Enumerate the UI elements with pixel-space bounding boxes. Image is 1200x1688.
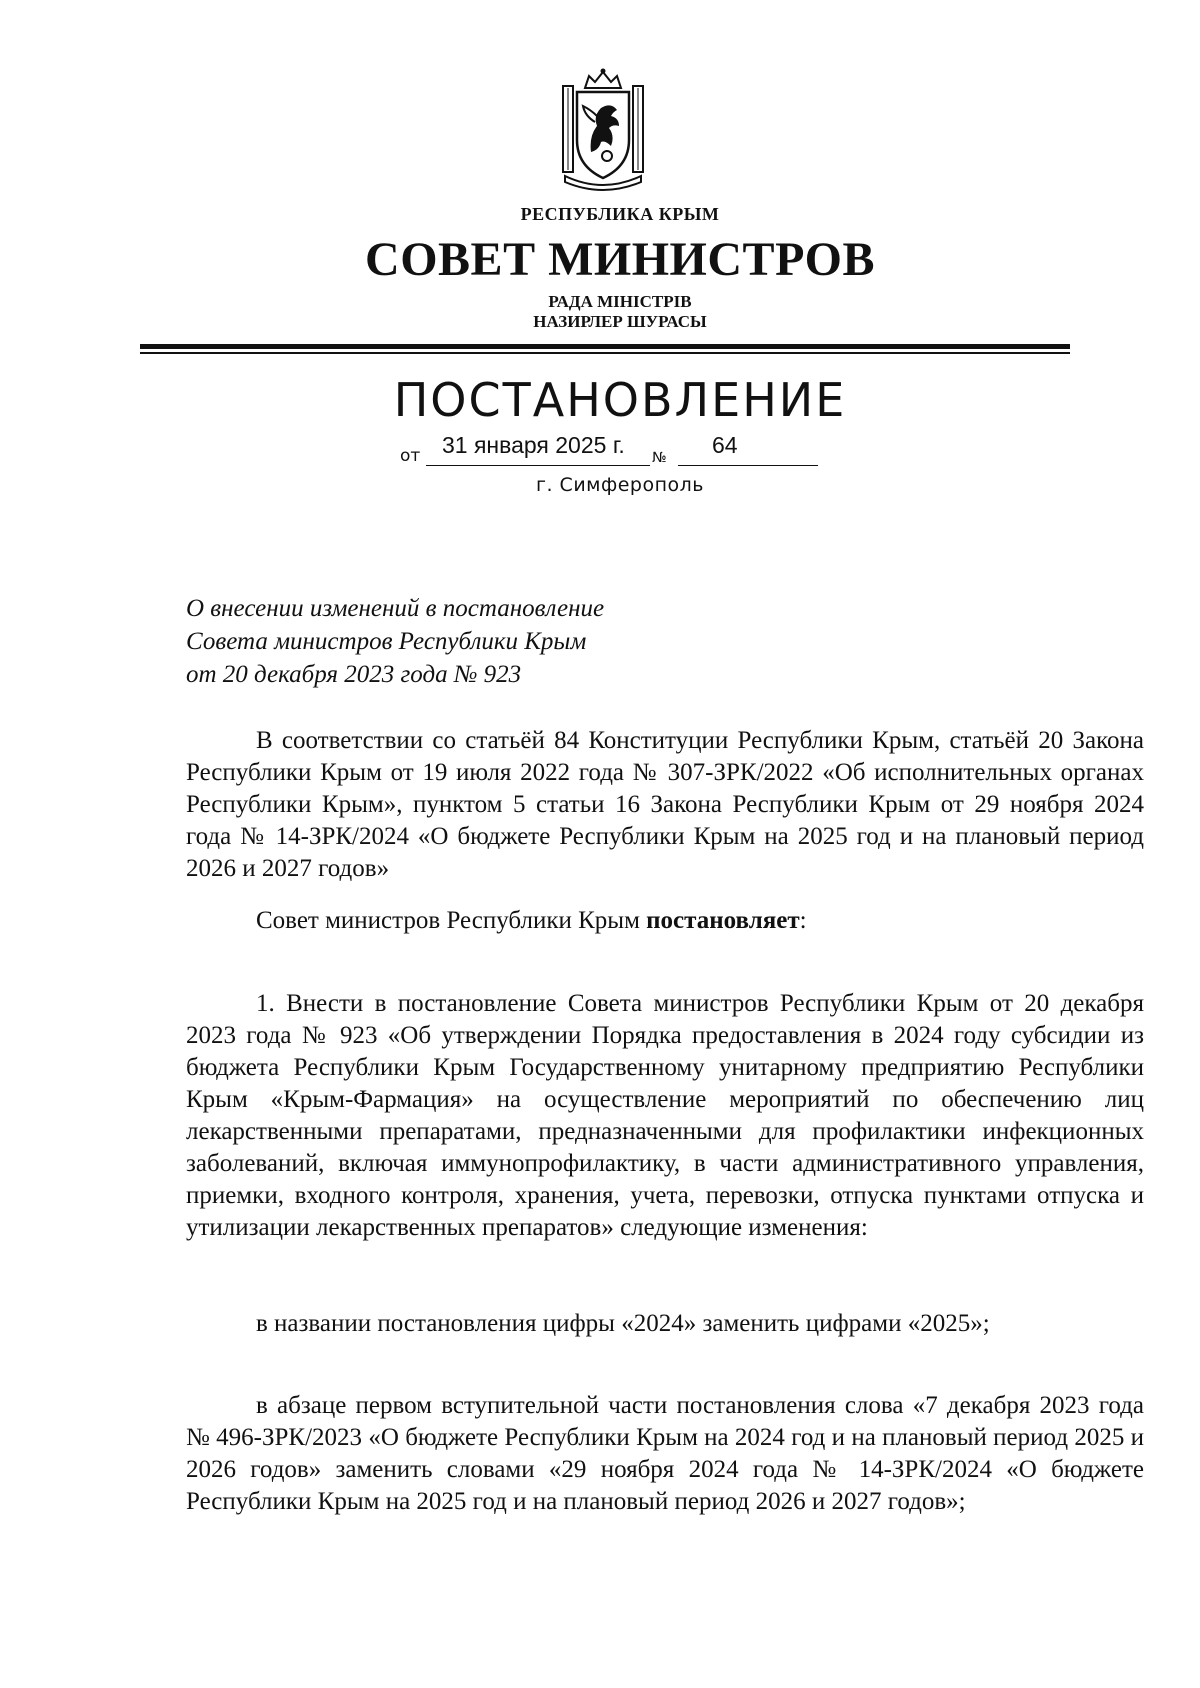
council-title-crimean-tatar: НАЗИРЛЕР ШУРАСЫ [533,312,707,331]
subject-line: Совета министров Республики Крым [186,628,587,655]
document-subject [186,592,786,691]
subject-line: О внесении изменений в постановление [186,595,605,622]
date-underline [426,465,650,466]
header-divider-thick [140,344,1070,349]
resolution-number: 64 [712,432,738,458]
subject-line: от 20 декабря 2023 года № 923 [186,661,522,688]
resolution-date: 31 января 2025 г. [442,432,625,458]
number-sign: № [652,450,667,466]
crimea-coat-of-arms-icon [555,66,651,194]
number-underline [678,465,818,466]
change-title-paragraph: в названии постановления цифры «2024» заменить цифрами «2025»; [256,1310,990,1337]
document-type-title: ПОСТАНОВЛЕНИЕ [393,373,847,427]
council-title: СОВЕТ МИНИСТРОВ [365,233,875,286]
preamble-paragraph: В соответствии со статьёй 84 Конституции Республики Крым, статьёй 20 Закона Республики Крым от 19 июля 2022 года № 307-ЗРК/2022 «Об исполнительных органах Республики Крым», пунктом 5 статьи 16 Закона Республики Крым от 29 ноября 2024 года № 14-ЗРК/2024 «О бюджете Республики Крым на 2025 год и на плановый период 2026 и 2027 годов» [186,727,1144,882]
resolves-paragraph [186,905,1144,937]
resolves-suffix: : [799,907,807,934]
republic-name: РЕСПУБЛИКА КРЫМ [520,204,720,224]
change-preamble-paragraph: в абзаце первом вступительной части постановления слова «7 декабря 2023 года № 496-ЗРК/2023 «О бюджете Республики Крым на 2024 год и на плановый период 2025 и 2026 годов» заменить словами «29 ноября 2024 года № 14-ЗРК/2024 «О бюджете Республики Крым на 2025 год и на плановый период 2026 и 2027 годов»; [186,1392,1144,1515]
date-prefix: от [400,446,421,466]
resolves-keyword: постановляет [646,907,800,934]
resolves-prefix: Совет министров Республики Крым [256,907,647,934]
item-1-paragraph: 1. Внести в постановление Совета министров Республики Крым от 20 декабря 2023 года № 923 «Об утверждении Порядка предоставления в 2024 году субсидии из бюджета Республики Крым Государственному унитарному предприятию Республики Крым «Крым-Фармация» на осуществление мероприятий по обеспечению лиц лекарственными препаратами, предназначенными для профилактики инфекционных заболеваний, включая иммунопрофилактику, в части административного управления, приемки, входного контроля, хранения, учета, перевозки, отпуска пунктами отпуска и утилизации лекарственных препаратов» следующие изменения: [186,990,1144,1241]
header-divider-thin [140,352,1070,354]
council-title-ukrainian: РАДА МІНІСТРІВ [548,292,692,311]
city: г. Симферополь [535,474,705,496]
date-number-line [400,432,820,468]
